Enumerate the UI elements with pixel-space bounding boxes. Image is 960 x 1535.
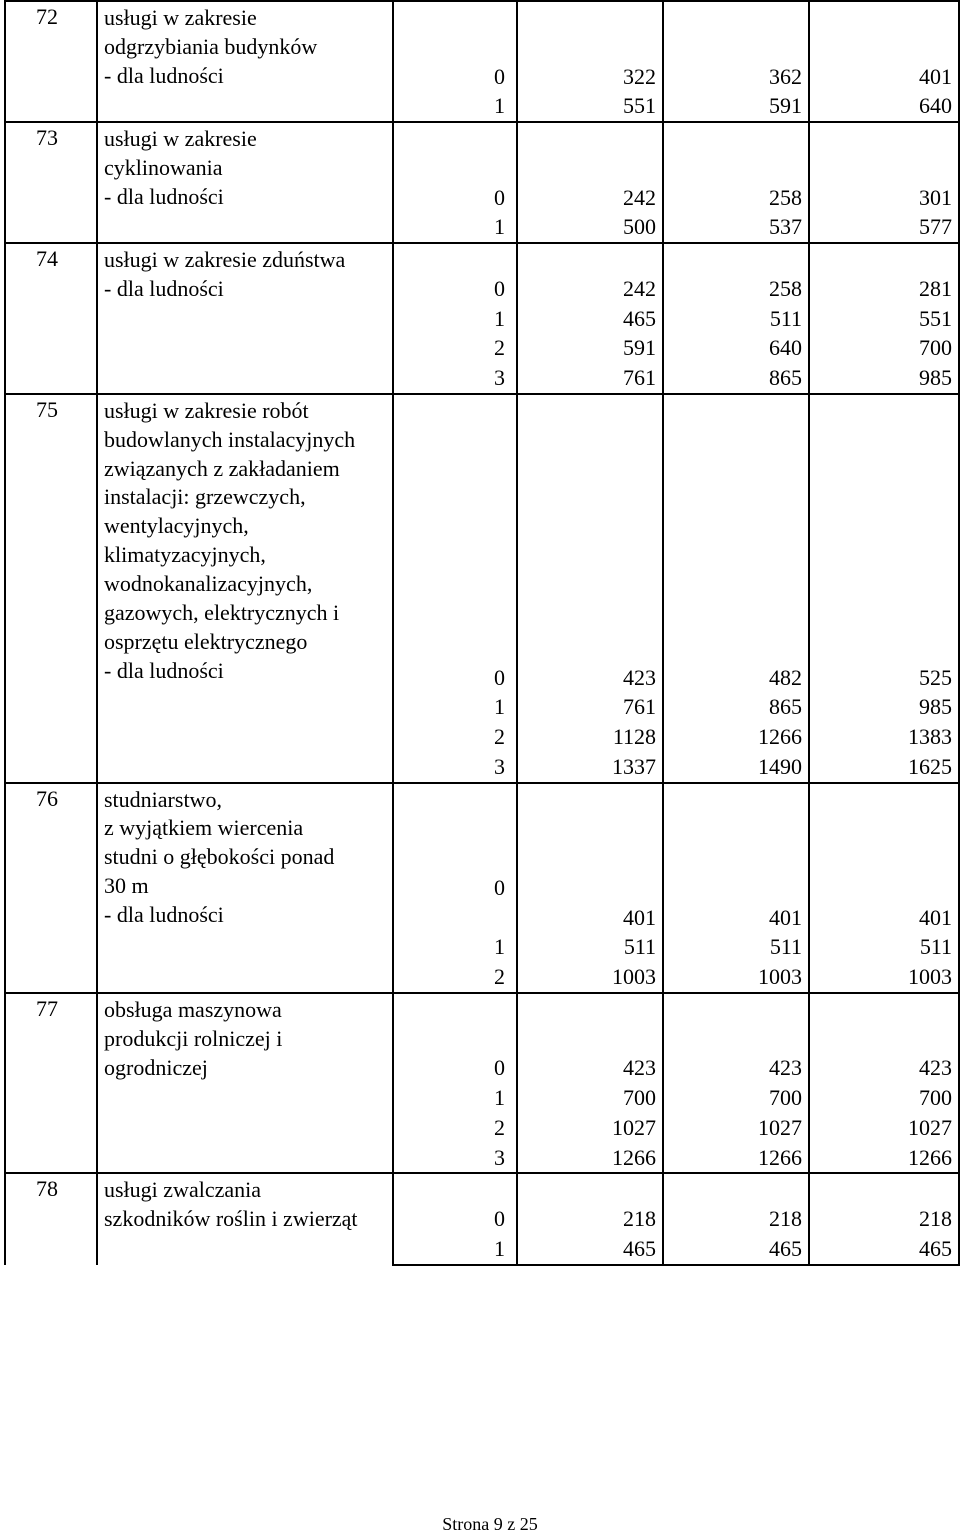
value-cell: 401 (809, 903, 959, 933)
page-footer: Strona 9 z 25 (442, 1514, 538, 1534)
empty-cell (663, 993, 809, 1024)
category-cell: 2 (393, 722, 517, 752)
empty-cell (393, 843, 517, 873)
empty-cell (517, 1173, 663, 1204)
value-cell: 577 (809, 212, 959, 243)
value-cell: 401 (663, 903, 809, 933)
empty-cell (517, 1, 663, 32)
empty-cell (393, 1, 517, 32)
description-line: instalacji: grzewczych, (104, 484, 306, 510)
price-table (4, 0, 960, 1266)
description-line: klimatyzacyjnych, (104, 542, 266, 568)
empty-cell (809, 573, 959, 603)
category-cell: 3 (393, 363, 517, 394)
empty-cell (663, 454, 809, 484)
empty-cell (393, 573, 517, 603)
description-line: studniarstwo, (104, 786, 222, 812)
empty-cell (809, 153, 959, 183)
value-cell: 865 (663, 692, 809, 722)
value-cell: 1027 (809, 1113, 959, 1143)
value-cell: 401 (809, 62, 959, 92)
empty-cell (809, 454, 959, 484)
description-line: usługi w zakresie robót (104, 397, 309, 423)
empty-cell (393, 394, 517, 425)
value-cell (517, 873, 663, 903)
value-cell: 401 (517, 903, 663, 933)
description-line: obsługa maszynowa (104, 996, 282, 1022)
empty-cell (663, 1173, 809, 1204)
empty-cell (517, 544, 663, 574)
value-cell: 423 (517, 663, 663, 693)
empty-cell (809, 1, 959, 32)
description-line: gazowych, elektrycznych i (104, 600, 340, 626)
item-number: 73 (5, 122, 97, 243)
value-cell: 500 (517, 212, 663, 243)
category-cell: 2 (393, 1113, 517, 1143)
empty-cell (517, 1024, 663, 1054)
value-cell: 465 (809, 1234, 959, 1265)
empty-cell (517, 633, 663, 663)
value-cell: 640 (809, 91, 959, 122)
price-table-body (5, 1, 959, 1265)
empty-cell (809, 32, 959, 62)
item-description (97, 993, 393, 1174)
empty-cell (393, 454, 517, 484)
description-line: osprzętu elektrycznego (104, 629, 308, 654)
empty-cell (809, 484, 959, 514)
category-cell: 1 (393, 304, 517, 334)
empty-cell (393, 1024, 517, 1054)
empty-cell (809, 843, 959, 873)
value-cell: 1027 (517, 1113, 663, 1143)
item-description (97, 394, 393, 783)
empty-cell (517, 153, 663, 183)
empty-cell (517, 243, 663, 274)
empty-cell (517, 394, 663, 425)
value-cell: 1003 (809, 962, 959, 993)
item-number: 78 (5, 1173, 97, 1264)
empty-cell (663, 243, 809, 274)
table-row (5, 1173, 959, 1204)
empty-cell (393, 544, 517, 574)
value-cell: 218 (809, 1204, 959, 1234)
empty-cell (517, 843, 663, 873)
value-cell: 423 (663, 1053, 809, 1083)
description-line: - dla ludności (104, 62, 224, 88)
value-cell: 1383 (809, 722, 959, 752)
empty-cell (809, 425, 959, 455)
value-cell: 423 (809, 1053, 959, 1083)
empty-cell (663, 425, 809, 455)
empty-cell (809, 603, 959, 633)
value-cell: 700 (663, 1083, 809, 1113)
item-number: 76 (5, 783, 97, 993)
value-cell: 551 (517, 91, 663, 122)
description-line: - dla ludności (104, 275, 224, 301)
empty-cell (809, 394, 959, 425)
description-line: 30 m (104, 873, 149, 899)
empty-cell (809, 633, 959, 663)
value-cell: 700 (809, 333, 959, 363)
empty-cell (663, 603, 809, 633)
description-line: cyklinowania (104, 154, 223, 180)
empty-cell (393, 425, 517, 455)
value-cell: 985 (809, 692, 959, 722)
empty-cell (663, 1, 809, 32)
table-row (5, 394, 959, 425)
empty-cell (517, 454, 663, 484)
value-cell: 218 (517, 1204, 663, 1234)
empty-cell (809, 993, 959, 1024)
item-number: 74 (5, 243, 97, 394)
value-cell: 865 (663, 363, 809, 394)
value-cell: 258 (663, 274, 809, 304)
value-cell: 465 (517, 304, 663, 334)
empty-cell (663, 1024, 809, 1054)
empty-cell (393, 1173, 517, 1204)
value-cell: 511 (663, 304, 809, 334)
value-cell: 1266 (517, 1143, 663, 1174)
empty-cell (663, 153, 809, 183)
empty-cell (517, 32, 663, 62)
category-cell (393, 903, 517, 933)
description-line: z wyjątkiem wiercenia (104, 815, 304, 841)
empty-cell (809, 783, 959, 814)
value-cell: 511 (809, 932, 959, 962)
empty-cell (393, 993, 517, 1024)
description-line: studni o głębokości ponad (104, 844, 335, 870)
value-cell (809, 873, 959, 903)
value-cell: 1266 (663, 1143, 809, 1174)
category-cell: 2 (393, 962, 517, 993)
value-cell: 511 (663, 932, 809, 962)
value-cell: 242 (517, 183, 663, 213)
category-cell: 0 (393, 873, 517, 903)
empty-cell (517, 122, 663, 153)
value-cell: 761 (517, 692, 663, 722)
value-cell: 537 (663, 212, 809, 243)
value-cell: 423 (517, 1053, 663, 1083)
table-row (5, 122, 959, 153)
value-cell: 482 (663, 663, 809, 693)
value-cell: 525 (809, 663, 959, 693)
value-cell: 1003 (663, 962, 809, 993)
value-cell: 761 (517, 363, 663, 394)
category-cell: 1 (393, 212, 517, 243)
empty-cell (393, 783, 517, 814)
value-cell: 1266 (809, 1143, 959, 1174)
value-cell: 362 (663, 62, 809, 92)
value-cell: 551 (809, 304, 959, 334)
category-cell: 0 (393, 1204, 517, 1234)
value-cell: 700 (517, 1083, 663, 1113)
empty-cell (663, 514, 809, 544)
empty-cell (809, 1024, 959, 1054)
empty-cell (809, 813, 959, 843)
empty-cell (809, 544, 959, 574)
value-cell: 218 (663, 1204, 809, 1234)
category-cell: 1 (393, 91, 517, 122)
description-line: usługi w zakresie (104, 5, 257, 30)
empty-cell (393, 514, 517, 544)
value-cell: 281 (809, 274, 959, 304)
item-number: 72 (5, 1, 97, 122)
empty-cell (663, 544, 809, 574)
table-row (5, 783, 959, 814)
value-cell: 1266 (663, 722, 809, 752)
empty-cell (393, 484, 517, 514)
description-line: odgrzybiania budynków (104, 33, 318, 59)
description-line: - dla ludności (104, 902, 224, 928)
empty-cell (663, 484, 809, 514)
value-cell: 301 (809, 183, 959, 213)
empty-cell (517, 425, 663, 455)
empty-cell (517, 813, 663, 843)
category-cell: 0 (393, 274, 517, 304)
item-description (97, 1173, 393, 1264)
description-line: usługi zwalczania (104, 1177, 261, 1203)
category-cell: 3 (393, 752, 517, 783)
value-cell: 258 (663, 183, 809, 213)
empty-cell (517, 573, 663, 603)
empty-cell (393, 603, 517, 633)
description-line: usługi w zakresie zduństwa (104, 247, 346, 272)
item-number: 77 (5, 993, 97, 1174)
empty-cell (517, 993, 663, 1024)
description-line: usługi w zakresie (104, 126, 257, 151)
empty-cell (809, 1173, 959, 1204)
value-cell: 322 (517, 62, 663, 92)
empty-cell (517, 484, 663, 514)
empty-cell (663, 813, 809, 843)
empty-cell (517, 783, 663, 814)
item-description (97, 783, 393, 993)
empty-cell (517, 514, 663, 544)
empty-cell (393, 813, 517, 843)
category-cell: 0 (393, 663, 517, 693)
description-line: - dla ludności (104, 657, 224, 683)
category-cell: 1 (393, 1234, 517, 1265)
empty-cell (517, 603, 663, 633)
category-cell: 1 (393, 932, 517, 962)
description-line: wodnokanalizacyjnych, (104, 571, 313, 597)
description-line: wentylacyjnych, (104, 513, 249, 539)
description-line: budowlanych instalacyjnych (104, 426, 356, 452)
value-cell: 591 (517, 333, 663, 363)
empty-cell (809, 122, 959, 153)
value-cell: 465 (663, 1234, 809, 1265)
value-cell: 1128 (517, 722, 663, 752)
value-cell: 1337 (517, 752, 663, 783)
table-row (5, 1, 959, 32)
value-cell: 1490 (663, 752, 809, 783)
value-cell: 511 (517, 932, 663, 962)
empty-cell (663, 122, 809, 153)
table-row (5, 993, 959, 1024)
empty-cell (809, 243, 959, 274)
empty-cell (663, 32, 809, 62)
category-cell: 0 (393, 183, 517, 213)
item-description (97, 122, 393, 243)
description-line: związanych z zakładaniem (104, 455, 340, 481)
empty-cell (393, 633, 517, 663)
item-description (97, 1, 393, 122)
value-cell: 1027 (663, 1113, 809, 1143)
value-cell: 640 (663, 333, 809, 363)
category-cell: 1 (393, 692, 517, 722)
category-cell: 0 (393, 62, 517, 92)
description-line: ogrodniczej (104, 1054, 208, 1080)
description-line: szkodników roślin i zwierząt (104, 1206, 358, 1232)
empty-cell (809, 514, 959, 544)
value-cell: 465 (517, 1234, 663, 1265)
table-row (5, 243, 959, 274)
value-cell: 700 (809, 1083, 959, 1113)
value-cell: 242 (517, 274, 663, 304)
category-cell: 3 (393, 1143, 517, 1174)
value-cell: 985 (809, 363, 959, 394)
empty-cell (663, 783, 809, 814)
empty-cell (393, 32, 517, 62)
empty-cell (393, 122, 517, 153)
category-cell: 0 (393, 1053, 517, 1083)
empty-cell (663, 394, 809, 425)
empty-cell (663, 633, 809, 663)
empty-cell (393, 243, 517, 274)
value-cell: 1003 (517, 962, 663, 993)
item-number: 75 (5, 394, 97, 783)
category-cell: 1 (393, 1083, 517, 1113)
value-cell: 1625 (809, 752, 959, 783)
empty-cell (663, 573, 809, 603)
description-line: produkcji rolniczej i (104, 1025, 283, 1051)
empty-cell (393, 153, 517, 183)
description-line: - dla ludności (104, 183, 224, 209)
category-cell: 2 (393, 333, 517, 363)
value-cell: 591 (663, 91, 809, 122)
item-description (97, 243, 393, 394)
empty-cell (663, 843, 809, 873)
value-cell (663, 873, 809, 903)
